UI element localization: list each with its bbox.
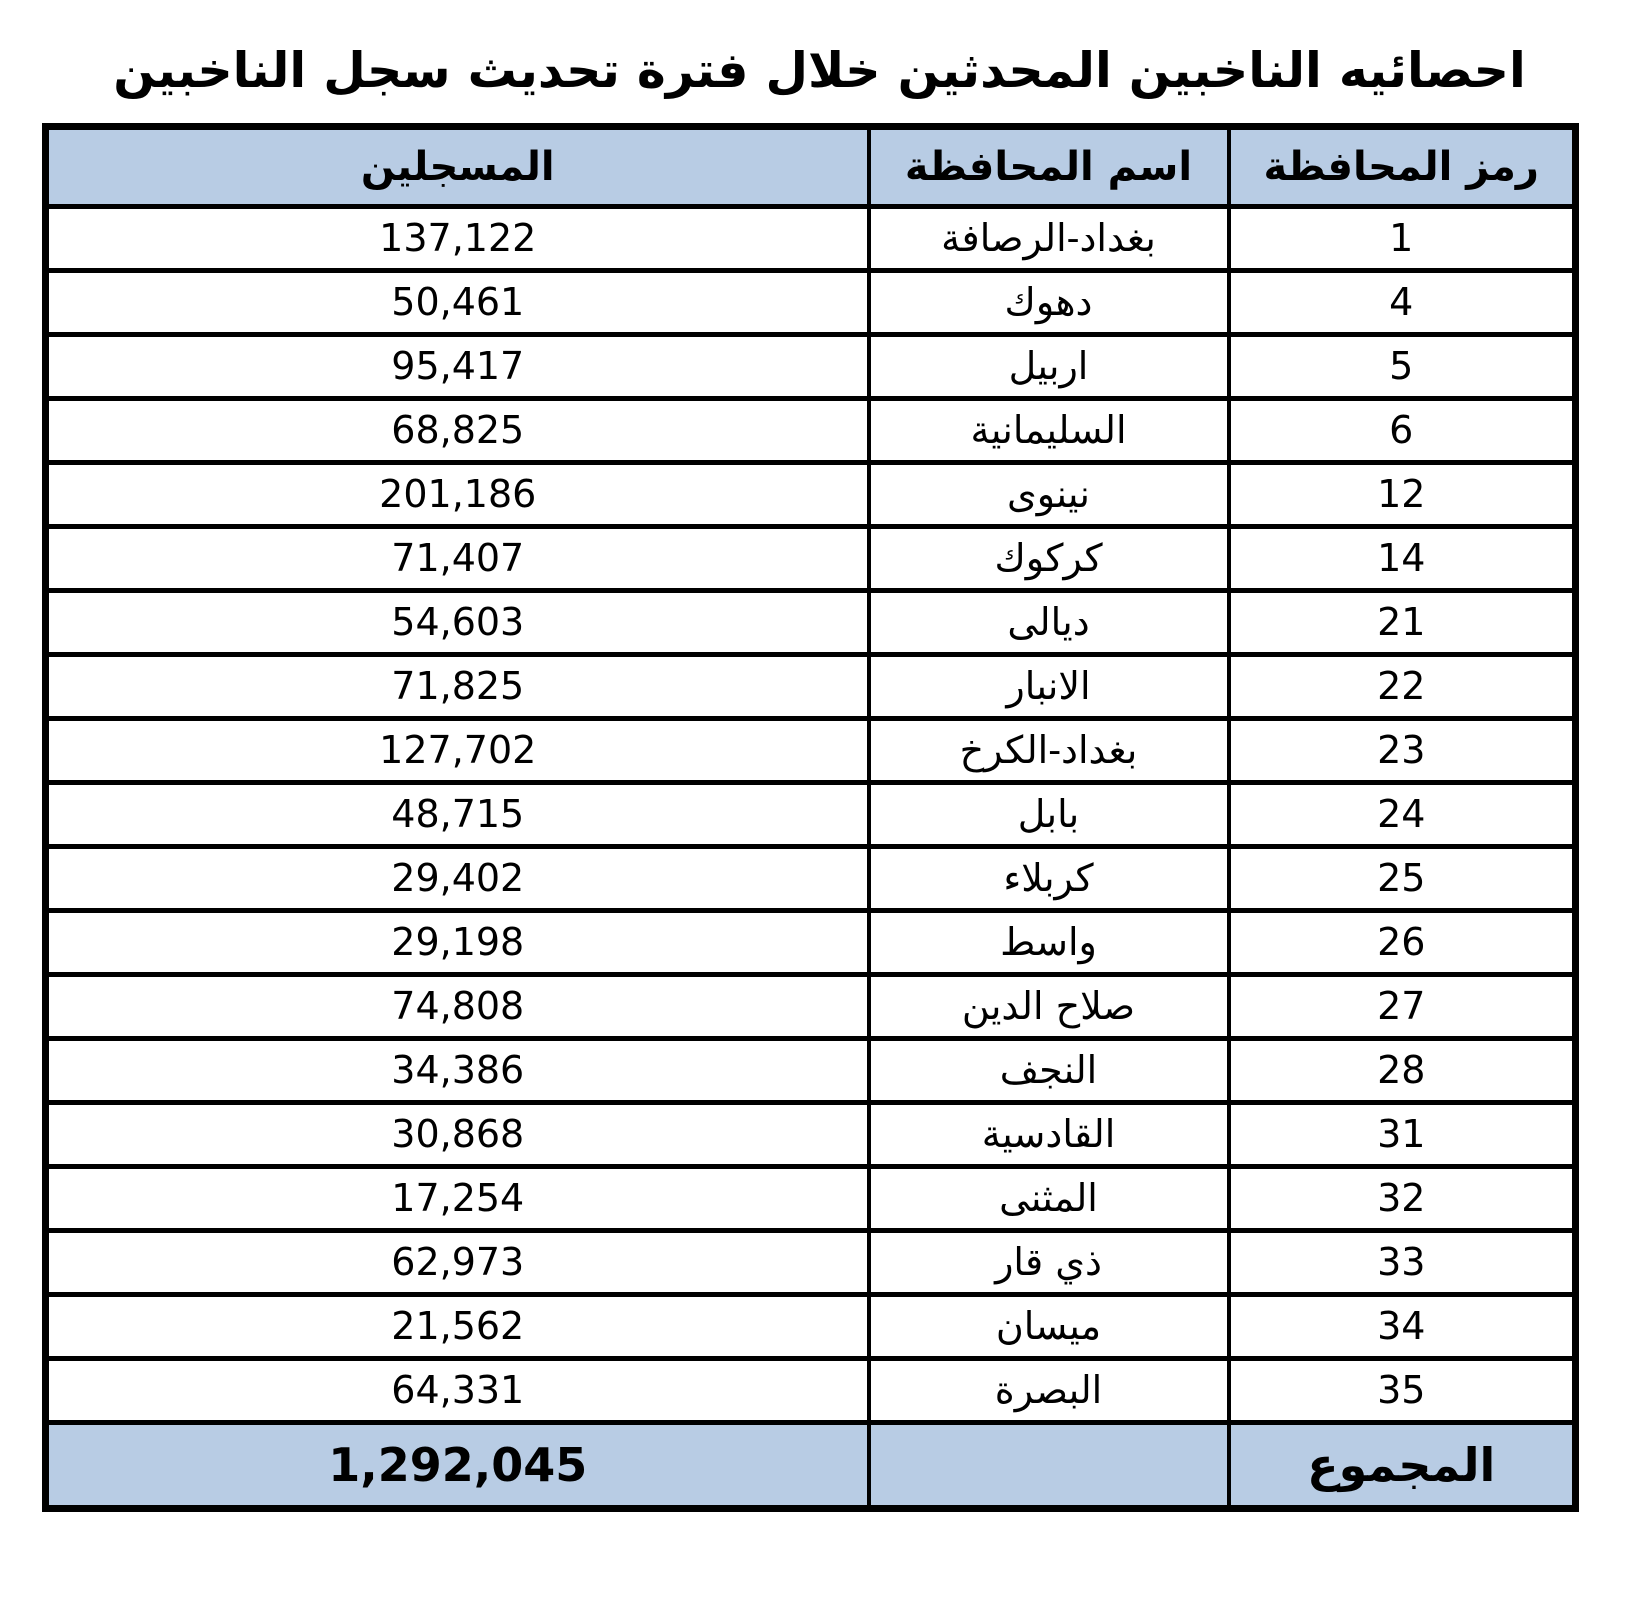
registered-count-cell: 30,868 bbox=[46, 1102, 869, 1166]
table-row bbox=[46, 462, 1576, 526]
governorate-code-cell: 5 bbox=[1229, 334, 1576, 398]
governorate-name-cell: بغداد-الكرخ bbox=[869, 718, 1229, 782]
table-row bbox=[46, 782, 1576, 846]
governorate-code-cell: 22 bbox=[1229, 654, 1576, 718]
table-row bbox=[46, 1166, 1576, 1230]
table-row bbox=[46, 1038, 1576, 1102]
governorate-code-cell: 33 bbox=[1229, 1230, 1576, 1294]
registered-count-cell: 34,386 bbox=[46, 1038, 869, 1102]
governorate-name-cell: نينوى bbox=[869, 462, 1229, 526]
registered-count-cell: 29,198 bbox=[46, 910, 869, 974]
governorate-name-cell: ذي قار bbox=[869, 1230, 1229, 1294]
registered-count-cell: 74,808 bbox=[46, 974, 869, 1038]
total-registered-value: 1,292,045 bbox=[46, 1422, 869, 1508]
registered-count-cell: 127,702 bbox=[46, 718, 869, 782]
table-row bbox=[46, 846, 1576, 910]
governorate-name-cell: البصرة bbox=[869, 1358, 1229, 1422]
table-row bbox=[46, 974, 1576, 1038]
governorate-code-cell: 1 bbox=[1229, 206, 1576, 270]
governorate-code-cell: 35 bbox=[1229, 1358, 1576, 1422]
registered-count-cell: 54,603 bbox=[46, 590, 869, 654]
governorate-name-cell: ميسان bbox=[869, 1294, 1229, 1358]
table-row bbox=[46, 1294, 1576, 1358]
governorate-name-cell: القادسية bbox=[869, 1102, 1229, 1166]
registered-count-cell: 95,417 bbox=[46, 334, 869, 398]
governorate-code-cell: 32 bbox=[1229, 1166, 1576, 1230]
total-empty-cell bbox=[869, 1422, 1229, 1508]
governorate-name-cell: السليمانية bbox=[869, 398, 1229, 462]
registered-count-cell: 29,402 bbox=[46, 846, 869, 910]
governorate-name-cell: صلاح الدين bbox=[869, 974, 1229, 1038]
governorate-name-cell: بابل bbox=[869, 782, 1229, 846]
registered-count-cell: 48,715 bbox=[46, 782, 869, 846]
registered-count-cell: 68,825 bbox=[46, 398, 869, 462]
governorate-name-cell: اربيل bbox=[869, 334, 1229, 398]
governorate-name-cell: ديالى bbox=[869, 590, 1229, 654]
table-row bbox=[46, 590, 1576, 654]
table-row bbox=[46, 1230, 1576, 1294]
table-row bbox=[46, 206, 1576, 270]
table-row bbox=[46, 334, 1576, 398]
governorate-name-cell: بغداد-الرصافة bbox=[869, 206, 1229, 270]
governorate-code-cell: 12 bbox=[1229, 462, 1576, 526]
governorate-code-cell: 24 bbox=[1229, 782, 1576, 846]
governorate-name-cell: دهوك bbox=[869, 270, 1229, 334]
registered-count-cell: 71,407 bbox=[46, 526, 869, 590]
registered-count-cell: 21,562 bbox=[46, 1294, 869, 1358]
governorate-code-cell: 26 bbox=[1229, 910, 1576, 974]
governorate-code-cell: 25 bbox=[1229, 846, 1576, 910]
table-header-row bbox=[46, 126, 1576, 206]
registered-count-cell: 201,186 bbox=[46, 462, 869, 526]
governorate-name-cell: كركوك bbox=[869, 526, 1229, 590]
voters-statistics-table bbox=[42, 123, 1579, 1512]
governorate-code-cell: 27 bbox=[1229, 974, 1576, 1038]
registered-count-cell: 137,122 bbox=[46, 206, 869, 270]
governorate-name-cell: النجف bbox=[869, 1038, 1229, 1102]
registered-count-cell: 71,825 bbox=[46, 654, 869, 718]
registered-count-cell: 62,973 bbox=[46, 1230, 869, 1294]
registered-count-cell: 50,461 bbox=[46, 270, 869, 334]
governorate-code-cell: 14 bbox=[1229, 526, 1576, 590]
governorate-code-cell: 23 bbox=[1229, 718, 1576, 782]
total-label: المجموع bbox=[1229, 1422, 1576, 1508]
governorate-name-cell: المثنى bbox=[869, 1166, 1229, 1230]
table-row bbox=[46, 1358, 1576, 1422]
table-body bbox=[46, 206, 1576, 1422]
registered-count-cell: 17,254 bbox=[46, 1166, 869, 1230]
governorate-code-cell: 31 bbox=[1229, 1102, 1576, 1166]
page-title: احصائيه الناخبين المحدثين خلال فترة تحديث سجل الناخبين bbox=[113, 42, 1526, 99]
column-header-registered: المسجلين bbox=[46, 126, 869, 206]
governorate-name-cell: الانبار bbox=[869, 654, 1229, 718]
governorate-name-cell: واسط bbox=[869, 910, 1229, 974]
governorate-code-cell: 21 bbox=[1229, 590, 1576, 654]
column-header-governorate-name: اسم المحافظة bbox=[869, 126, 1229, 206]
table-row bbox=[46, 718, 1576, 782]
table-row bbox=[46, 654, 1576, 718]
registered-count-cell: 64,331 bbox=[46, 1358, 869, 1422]
table-total-row bbox=[46, 1422, 1576, 1508]
governorate-code-cell: 4 bbox=[1229, 270, 1576, 334]
table-row bbox=[46, 526, 1576, 590]
governorate-name-cell: كربلاء bbox=[869, 846, 1229, 910]
column-header-governorate-code: رمز المحافظة bbox=[1229, 126, 1576, 206]
governorate-code-cell: 6 bbox=[1229, 398, 1576, 462]
governorate-code-cell: 28 bbox=[1229, 1038, 1576, 1102]
table-row bbox=[46, 910, 1576, 974]
table-row bbox=[46, 398, 1576, 462]
table-row bbox=[46, 270, 1576, 334]
governorate-code-cell: 34 bbox=[1229, 1294, 1576, 1358]
table-row bbox=[46, 1102, 1576, 1166]
